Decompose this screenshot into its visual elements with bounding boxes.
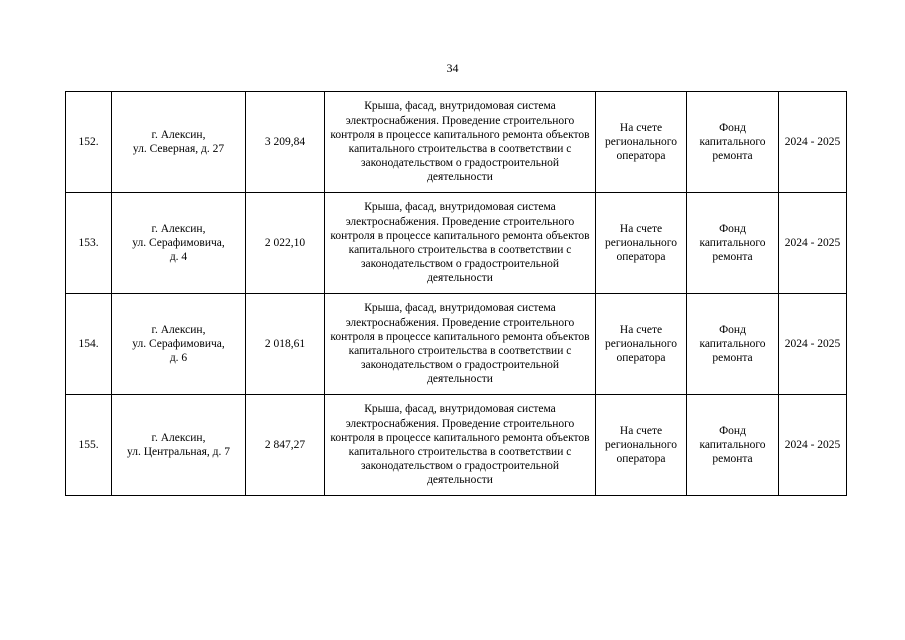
period-cell: 2024 - 2025 <box>779 92 847 193</box>
table-row <box>66 92 847 193</box>
account-cell: На счете регионального оператора <box>596 92 687 193</box>
works-cell: Крыша, фасад, внутридомовая система электроснабжения. Проведение строительного контроля в процессе капитального ремонта объектов капитального строительства в соответствии с законодательством о градостроительной деятельности <box>325 92 596 193</box>
period-cell: 2024 - 2025 <box>779 395 847 496</box>
area-cell: 2 847,27 <box>246 395 325 496</box>
fund-cell: Фонд капитального ремонта <box>687 92 779 193</box>
fund-cell: Фонд капитального ремонта <box>687 395 779 496</box>
address-cell: г. Алексин, ул. Серафимовича, д. 6 <box>112 294 246 395</box>
row-number: 154. <box>66 294 112 395</box>
area-cell: 2 022,10 <box>246 193 325 294</box>
fund-cell: Фонд капитального ремонта <box>687 193 779 294</box>
works-cell: Крыша, фасад, внутридомовая система электроснабжения. Проведение строительного контроля в процессе капитального ремонта объектов капитального строительства в соответствии с законодательством о градостроительной деятельности <box>325 395 596 496</box>
row-number: 152. <box>66 92 112 193</box>
repair-program-table <box>65 91 847 496</box>
page-number: 34 <box>446 61 459 75</box>
address-cell: г. Алексин, ул. Центральная, д. 7 <box>112 395 246 496</box>
table-row <box>66 294 847 395</box>
period-cell: 2024 - 2025 <box>779 294 847 395</box>
works-cell: Крыша, фасад, внутридомовая система электроснабжения. Проведение строительного контроля в процессе капитального ремонта объектов капитального строительства в соответствии с законодательством о градостроительной деятельности <box>325 294 596 395</box>
account-cell: На счете регионального оператора <box>596 193 687 294</box>
fund-cell: Фонд капитального ремонта <box>687 294 779 395</box>
works-cell: Крыша, фасад, внутридомовая система электроснабжения. Проведение строительного контроля в процессе капитального ремонта объектов капитального строительства в соответствии с законодательством о градостроительной деятельности <box>325 193 596 294</box>
row-number: 155. <box>66 395 112 496</box>
period-cell: 2024 - 2025 <box>779 193 847 294</box>
table-row <box>66 193 847 294</box>
table-row <box>66 395 847 496</box>
area-cell: 2 018,61 <box>246 294 325 395</box>
account-cell: На счете регионального оператора <box>596 294 687 395</box>
account-cell: На счете регионального оператора <box>596 395 687 496</box>
address-cell: г. Алексин, ул. Северная, д. 27 <box>112 92 246 193</box>
area-cell: 3 209,84 <box>246 92 325 193</box>
row-number: 153. <box>66 193 112 294</box>
address-cell: г. Алексин, ул. Серафимовича, д. 4 <box>112 193 246 294</box>
